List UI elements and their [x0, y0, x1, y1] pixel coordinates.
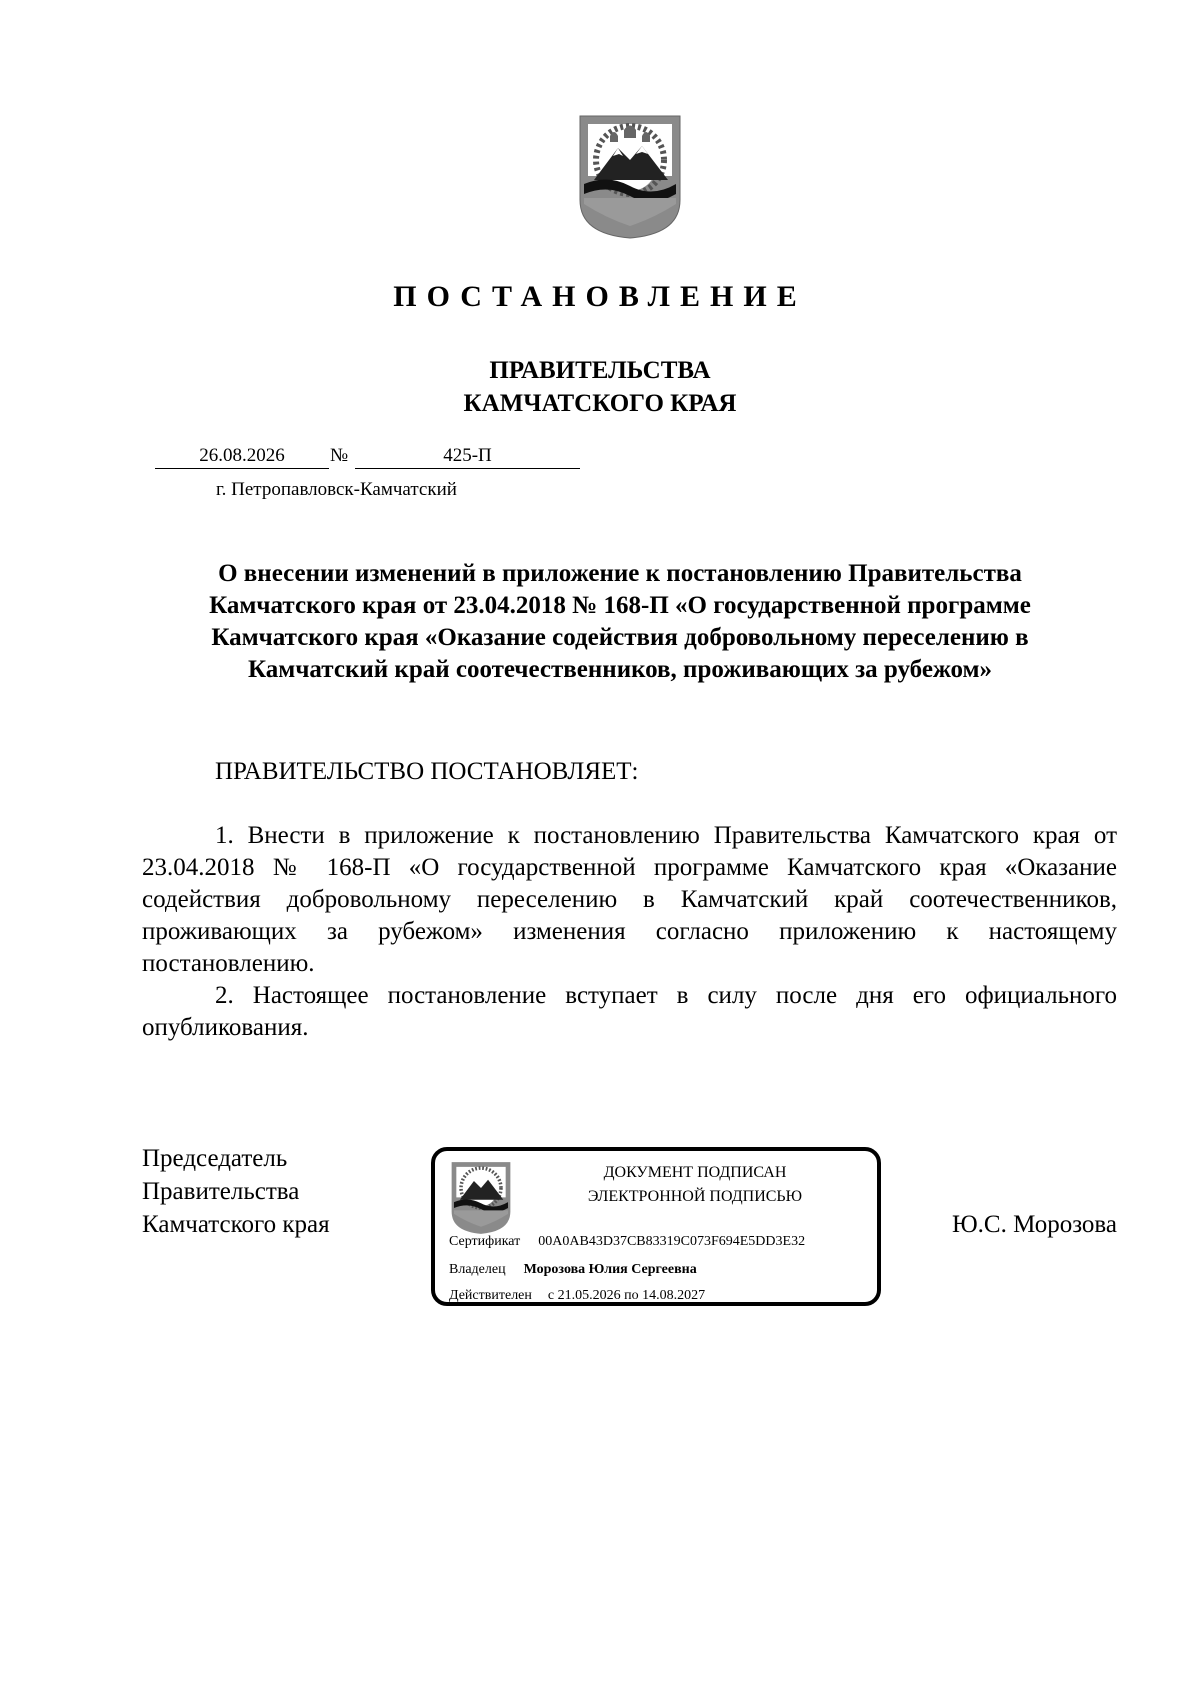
electronic-signature-stamp [431, 1147, 881, 1306]
resolution-body [142, 820, 1117, 1044]
stamp-owner-row [449, 1261, 697, 1279]
coat-of-arms-icon [578, 114, 682, 240]
stamp-heading [515, 1161, 875, 1209]
authority-line-2: КАМЧАТСКОГО КРАЯ [463, 390, 737, 417]
stamp-heading-line-2: ЭЛЕКТРОННОЙ ПОДПИСЬЮ [587, 1188, 803, 1205]
document-city: г. Петропавловск-Камчатский [216, 479, 457, 500]
document-type-heading: ПОСТАНОВЛЕНИЕ [393, 280, 807, 313]
stamp-validity-row [449, 1287, 705, 1305]
number-sign: № [330, 445, 349, 466]
stamp-heading-line-1: ДОКУМЕНТ ПОДПИСАН [603, 1164, 787, 1181]
title-line-2: Камчатского края от 23.04.2018 № 168-П «О государственной программе [209, 592, 1031, 619]
signer-position-line-1: Председатель [142, 1145, 288, 1172]
signer-name: Ю.С. Морозова [951, 1211, 1117, 1238]
certificate-label: Сертификат [449, 1234, 521, 1249]
authority-line-1: ПРАВИТЕЛЬСТВА [489, 357, 711, 384]
signer-position-line-2: Правительства [142, 1178, 300, 1205]
owner-label: Владелец [449, 1262, 506, 1277]
resolution-item-1: 1. Внести в приложение к постановлению Правительства Камчатского края от 23.04.2018 № 168-П «О государственной программе Камчатского края «Оказание содействия добровольному переселению в Камчатский край соотечественников, проживающих за рубежом» изменения согласно приложению к настоящему постановлению. [142, 822, 1117, 977]
signer-position [142, 1142, 330, 1241]
title-line-4: Камчатский край соотечественников, проживающих за рубежом» [248, 656, 992, 683]
signer-position-line-3: Камчатского края [142, 1211, 330, 1238]
stamp-certificate-row [449, 1233, 805, 1251]
resolution-item-2: 2. Настоящее постановление вступает в силу после дня его официального опубликования. [142, 982, 1117, 1041]
issuing-authority [0, 354, 1200, 420]
owner-value: Морозова Юлия Сергеевна [523, 1262, 697, 1277]
document-date: 26.08.2026 [155, 444, 329, 469]
resolution-preamble: ПРАВИТЕЛЬСТВО ПОСТАНОВЛЯЕТ: [215, 758, 639, 785]
validity-value: с 21.05.2026 по 14.08.2027 [547, 1288, 706, 1303]
certificate-value: 00A0AB43D37CB83319C073F694E5DD3E32 [538, 1234, 806, 1249]
title-line-3: Камчатского края «Оказание содействия добровольному переселению в [211, 624, 1029, 651]
document-title [140, 558, 1100, 686]
validity-label: Действителен [449, 1288, 532, 1303]
document-number: 425-П [355, 444, 580, 469]
title-line-1: О внесении изменений в приложение к постановлению Правительства [218, 560, 1022, 587]
stamp-coat-of-arms-icon [449, 1161, 513, 1235]
